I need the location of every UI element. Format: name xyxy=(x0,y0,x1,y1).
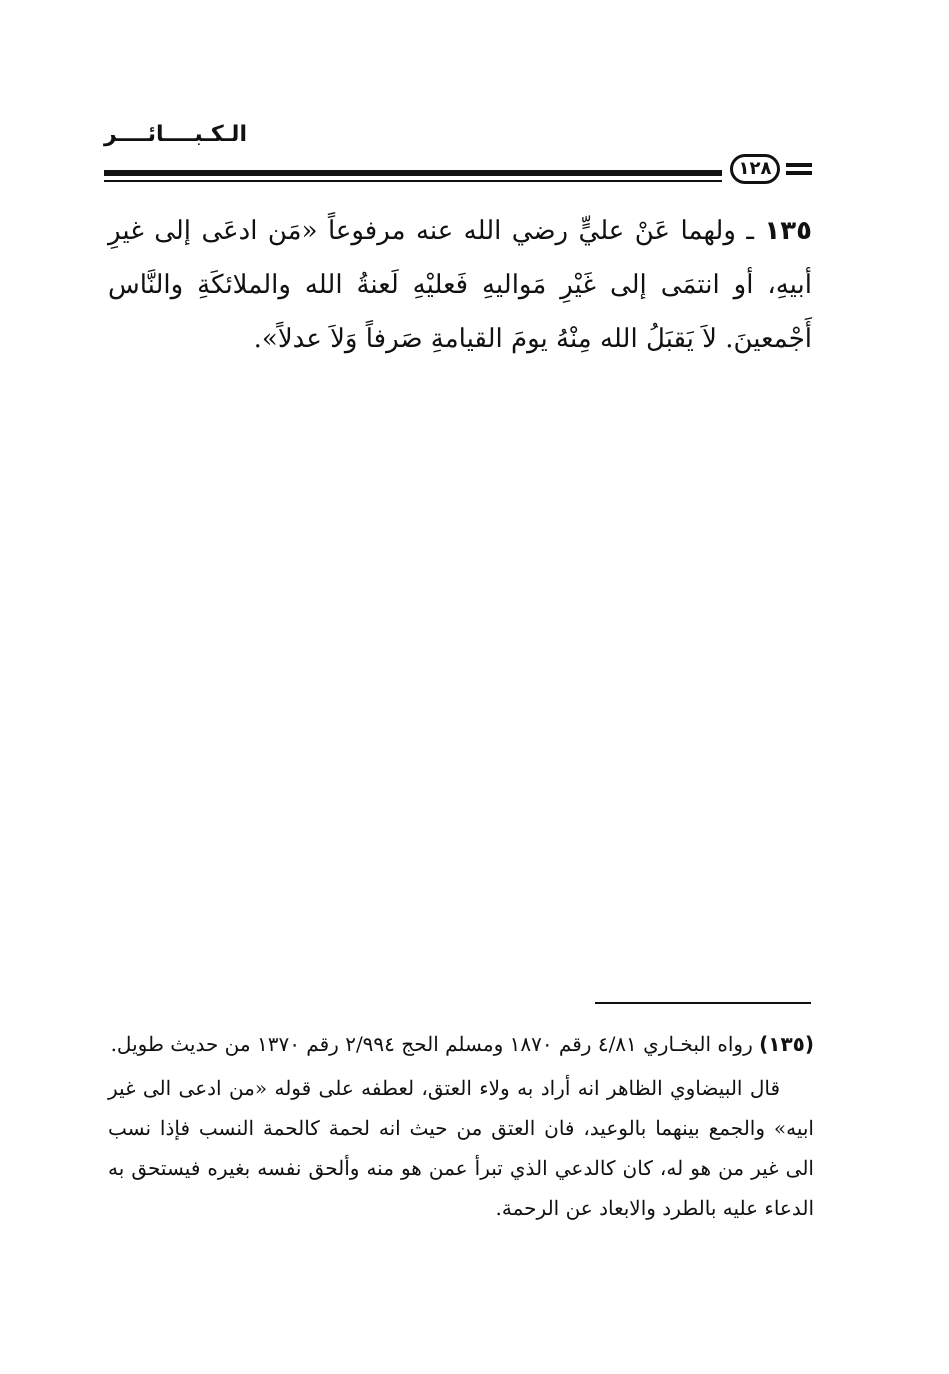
hadith-number: ١٣٥ xyxy=(764,216,813,246)
header-rule-thin xyxy=(104,180,722,182)
page-header xyxy=(104,118,816,184)
hadith-paragraph xyxy=(108,204,812,366)
header-dash-ornament xyxy=(786,163,812,167)
page-number: ١٢٨ xyxy=(730,154,780,184)
book-title: الـكـبــــائــــر xyxy=(104,122,247,147)
footnotes xyxy=(108,1024,814,1228)
footnote-source-text: رواه البخـاري ٤/٨١ رقم ١٨٧٠ ومسلم الحج ٢/٩٩٤ رقم ١٣٧٠ من حديث طويل. xyxy=(110,1032,753,1056)
header-rule-thick xyxy=(104,170,722,176)
footnote-commentary: قال البيضاوي الظاهر انه أراد به ولاء العتق، لعطفه على قوله «من ادعى الى غير ابيه» والجمع بينهما بالوعيد، فان العتق من حيث انه لحمة كالحمة النسب فإذا نسب الى غير من هو له، كان كالدعي الذي تبرأ عمن هو منه وألحق نفسه بغيره فيستحق به الدعاء عليه بالطرد والابعاد عن الرحمة. xyxy=(108,1076,814,1220)
hadith-text: ـ ولهما عَنْ عليٍّ رضي الله عنه مرفوعاً «مَن ادعَى إلى غيرِ أبيهِ، أو انتمَى إلى غَيْرِ مَواليهِ فَعليْهِ لَعنةُ الله والملائكَةِ والنَّاس أَجْمعينَ. لاَ يَقبَلُ الله مِنْهُ يومَ القيامةِ صَرفاً وَلاَ عدلاً». xyxy=(108,216,812,354)
footnote-source xyxy=(108,1024,814,1064)
header-dash-ornament xyxy=(786,171,812,175)
footnote-separator xyxy=(595,1002,811,1004)
footnote-number: (١٣٥) xyxy=(759,1032,814,1056)
